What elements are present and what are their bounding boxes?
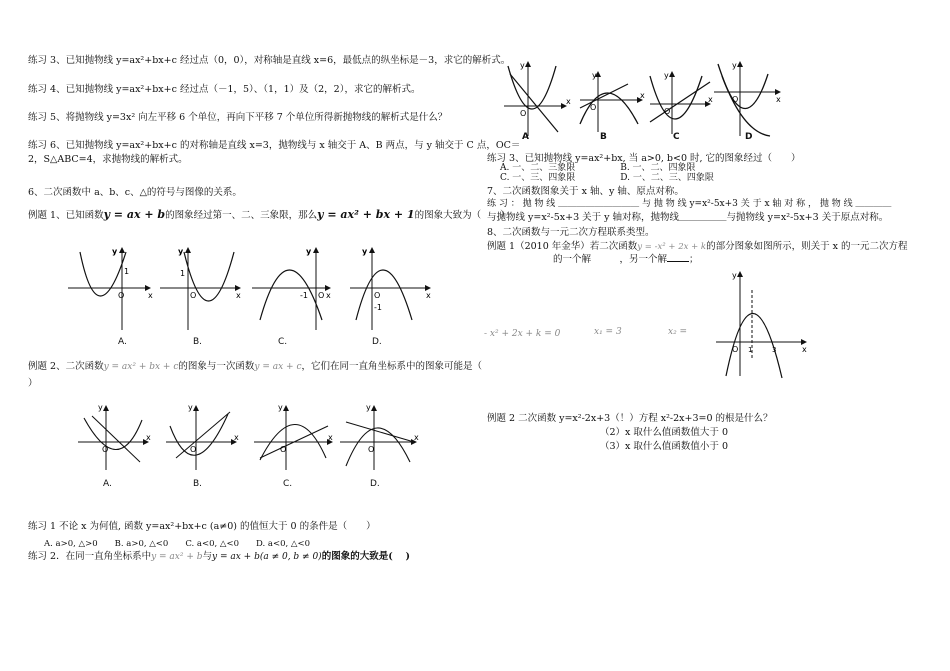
graph-1a-origin: O xyxy=(118,291,125,300)
graph-r-a xyxy=(504,61,571,136)
left-practice-3: 练习 3、已知抛物线 y=ax²+bx+c 经过点（0，0），对称轴是直线 x=6，最低点的纵坐标是－3，求它的解析式。 xyxy=(28,55,511,66)
example-2-graphs xyxy=(70,400,450,475)
graph-2c xyxy=(254,403,333,470)
graph-r-a-x-label: x xyxy=(566,97,571,106)
practice-2-suffix: 的图象的大致是( ) xyxy=(321,551,410,562)
practice-1-options: A. a>0, △>0 B. a>0, △<0 C. a<0, △<0 D. a<0, △<0 xyxy=(44,539,310,549)
example-1-middle: 的图象经过第一、二、三象限，那么 xyxy=(165,210,318,221)
graph-2a xyxy=(78,403,151,470)
graph-r-c-x-label: x xyxy=(708,95,713,104)
graph-r-d-y-label: y xyxy=(732,61,737,70)
graph-2d xyxy=(340,403,419,470)
graph-1d-y-label: y xyxy=(362,247,368,256)
graph-r-c-origin: O xyxy=(664,107,671,116)
graph-1a-label: A. xyxy=(118,337,127,347)
example-2-prefix: 例题 2、二次函数 xyxy=(28,361,104,372)
section-7-heading: 7、二次函数图象关于 x 轴、y 轴、原点对称。 xyxy=(487,186,684,197)
graph-1c-x-label: x xyxy=(326,291,331,300)
example-2-line xyxy=(28,360,482,374)
graph-r-b-x-label: x xyxy=(640,91,645,100)
left-practice-5: 练习 5、将抛物线 y=3x² 向左平移 6 个单位，再向下平移 7 个单位所得新抛物线的解析式是什么？ xyxy=(28,112,448,123)
practice-1: 练习 1 不论 x 为何值, 函数 y=ax²+bx+c (a≠0) 的值恒大于 0 的条件是（ ） xyxy=(28,521,376,532)
graph-2a-x-label: x xyxy=(146,433,151,442)
graph-r-b-origin: O xyxy=(590,103,597,112)
example-2-close-paren: ） xyxy=(28,378,38,389)
right-example-1-line xyxy=(487,240,907,254)
right-graph-x-label: x xyxy=(802,345,807,354)
graph-r-d-x-label: x xyxy=(776,95,781,104)
example-2-suffix: ，它们在同一直角坐标系中的图象可能是（ xyxy=(301,361,483,372)
graph-1b xyxy=(160,247,241,330)
graph-1b-y-label: y xyxy=(178,247,184,256)
right-example-1-answer-line xyxy=(553,253,699,266)
graph-r-b-y-label: y xyxy=(592,71,597,80)
symmetry-practice-line1: 练 习 ： 抛 物 线 ＿＿＿＿＿＿＿＿＿ 与 抛 物 线 y=x²-5x+3 关 于 x 轴 对 称 ， 抛 物 线 ＿＿＿＿ xyxy=(487,199,892,209)
graph-2c-origin: O xyxy=(280,445,287,454)
graph-1d xyxy=(350,247,431,330)
graph-2a-y-label: y xyxy=(98,403,103,412)
right-example-1-middle: 的部分图象如图所示，则关于 x 的一元二次方程 xyxy=(706,241,908,252)
right-practice-3: 练习 3、已知抛物线 y=ax²+bx, 当 a>0, b<0 时, 它的图象经过（ ） xyxy=(487,153,801,164)
right-practice-3-options-2: C. 一、三、四象限 D. 一、二、三、四象限 xyxy=(500,173,714,183)
graph-1c-y-label: y xyxy=(306,247,312,256)
example-1-prefix: 例题 1、已知函数 xyxy=(28,210,104,221)
graph-r-a-y-label: y xyxy=(520,61,525,70)
graph-r-c-label: C xyxy=(673,132,680,142)
right-practice-3-options-1: A. 一、二、三象限 B. 一、二、四象限 xyxy=(500,163,696,173)
graph-1a-one: 1 xyxy=(124,267,130,276)
graph-r-b xyxy=(580,71,645,132)
example-2-formula-linear: y = ax + c xyxy=(254,362,302,372)
right-example-1-graph xyxy=(712,268,812,380)
graph-1a xyxy=(68,247,153,330)
graph-2b-label: B. xyxy=(193,479,203,489)
graph-r-d-label: D xyxy=(745,132,753,142)
example-1-line xyxy=(28,208,510,222)
right-graph-three: 3 xyxy=(772,346,777,354)
graph-1a-x-label: x xyxy=(148,291,153,300)
graph-r-a-origin: O xyxy=(520,109,527,118)
example-1-suffix: 的图象大致为（ ） xyxy=(414,210,510,221)
graph-1c-label: C. xyxy=(278,337,288,347)
gray-root-x2: x₂ = xyxy=(668,327,688,337)
graph-2b xyxy=(166,403,239,470)
answer-blank[interactable] xyxy=(667,261,689,262)
right-graph-y-label: y xyxy=(732,271,737,280)
graph-1c xyxy=(252,247,331,330)
graph-2d-label: D. xyxy=(370,479,380,489)
graph-2c-label: C. xyxy=(283,479,293,489)
graph-2d-x-label: x xyxy=(414,433,419,442)
symmetry-practice-line2: 与抛物线 y=x²-5x+3 关于 y 轴对称，抛物线＿＿＿＿＿与抛物线 y=x²-5x+3 关于原点对称。 xyxy=(487,212,889,223)
graph-2c-x-label: x xyxy=(328,433,333,442)
section-6-heading: 6、二次函数中 a、b、c、△的符号与图像的关系。 xyxy=(28,187,242,198)
gray-equation: - x² + 2x + k = 0 xyxy=(484,329,561,339)
graph-2b-y-label: y xyxy=(188,403,193,412)
right-example-1-formula: y = -x² + 2x + k xyxy=(637,242,707,252)
right-example-1-answer-text: 的一个解 ，另一个解 xyxy=(553,254,668,265)
left-practice-6-line1: 练习 6、已知抛物线 y=ax²+bx+c 的对称轴是直线 x=3，抛物线与 x 轴交于 A、B 两点，与 y 轴交于 C 点，OC＝ xyxy=(28,140,521,151)
practice-2-formula-2: y = ax + b(a ≠ 0, b ≠ 0) xyxy=(212,552,322,562)
example-1-formula-linear: y = ax + b xyxy=(103,208,166,221)
graph-1b-label: B. xyxy=(193,337,203,347)
graph-r-b-label: B xyxy=(600,132,607,142)
left-practice-6-line2: 2，S△ABC=4，求抛物线的解析式。 xyxy=(28,154,188,165)
example-1-graphs xyxy=(60,240,460,350)
right-graph-origin: O xyxy=(732,345,739,354)
example-2-middle: 的图象与一次函数 xyxy=(178,361,255,372)
graph-1b-x-label: x xyxy=(236,291,241,300)
right-top-graphs xyxy=(488,52,788,147)
example-2-formula-quadratic: y = ax² + bx + c xyxy=(103,362,179,372)
gray-root-x1: x₁ = 3 xyxy=(594,327,622,337)
graph-2d-y-label: y xyxy=(366,403,371,412)
graph-1d-x-label: x xyxy=(426,291,431,300)
graph-r-d-origin: O xyxy=(732,95,739,104)
graph-1a-y-label: y xyxy=(112,247,118,256)
graph-r-c-y-label: y xyxy=(664,71,669,80)
right-example-2-q3: （3）x 取什么值函数值小于 0 xyxy=(600,441,728,452)
graph-1c-origin: O xyxy=(318,291,325,300)
practice-2-middle: 与 xyxy=(202,551,213,562)
graph-1d-label: D. xyxy=(372,337,382,347)
right-example-2-q2: （2）x 取什么值函数值大于 0 xyxy=(600,427,728,438)
graph-r-a-label: A xyxy=(522,132,529,142)
right-example-2: 例题 2 二次函数 y=x²-2x+3（！）方程 x²-2x+3=0 的根是什么？ xyxy=(487,413,773,424)
graph-r-d xyxy=(714,61,781,136)
right-example-1-prefix: 例题 1（2010 年金华）若二次函数 xyxy=(487,241,638,252)
left-practice-4: 练习 4、已知抛物线 y=ax²+bx+c 经过点（－1，5）、（1，1）及（2，2），求它的解析式。 xyxy=(28,84,421,95)
example-1-formula-quadratic: y = ax² + bx + 1 xyxy=(317,208,415,221)
practice-2-line xyxy=(28,550,410,564)
right-example-1-semicolon: ； xyxy=(689,254,699,265)
graph-2b-x-label: x xyxy=(234,433,239,442)
graph-1b-one: 1 xyxy=(180,269,186,278)
graph-1b-origin: O xyxy=(190,291,197,300)
right-graph-one: 1 xyxy=(748,346,753,354)
graph-1c-neg1: -1 xyxy=(300,291,308,300)
graph-2a-origin: O xyxy=(102,445,109,454)
practice-2-formula-1: y = ax² + b xyxy=(151,552,203,562)
graph-r-c xyxy=(650,71,713,134)
graph-2d-origin: O xyxy=(368,445,375,454)
graph-2c-y-label: y xyxy=(278,403,283,412)
graph-1d-origin: O xyxy=(374,291,381,300)
practice-2-prefix: 练习 2．在同一直角坐标系中 xyxy=(28,551,152,562)
graph-2b-origin: O xyxy=(190,445,197,454)
graph-1d-neg1: -1 xyxy=(374,303,382,312)
graph-2a-label: A. xyxy=(103,479,112,489)
section-8-heading: 8、二次函数与一元二次方程联系类型。 xyxy=(487,227,655,238)
